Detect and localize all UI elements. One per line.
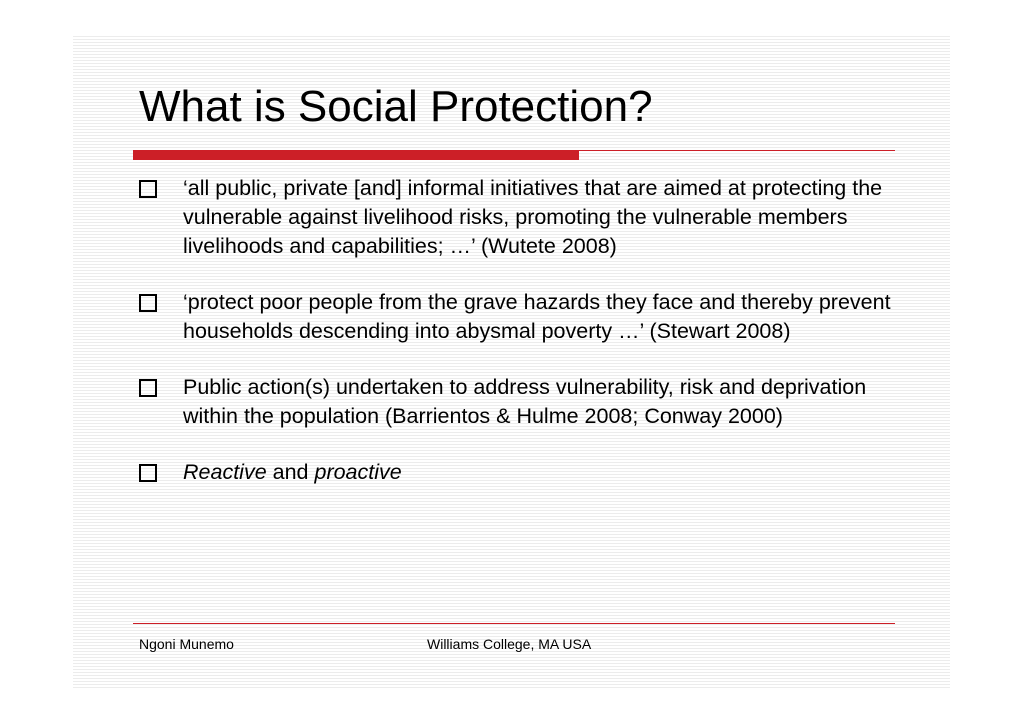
bullet-text-and: and — [266, 460, 315, 484]
square-bullet-icon — [139, 379, 157, 397]
square-bullet-icon — [139, 180, 157, 198]
footer-institution: Williams College, MA USA — [427, 636, 592, 652]
square-bullet-icon — [139, 294, 157, 312]
bullet-text: ‘protect poor people from the grave hazards they face and thereby prevent households descending into abysmal poverty …’ (Stewart 2008) — [183, 290, 891, 343]
bullet-text-italic-reactive: Reactive — [183, 460, 267, 484]
footer-author: Ngoni Munemo — [139, 636, 234, 652]
bullet-item — [139, 373, 899, 431]
bullet-item — [139, 288, 899, 346]
bullet-text-italic-proactive: proactive — [314, 460, 402, 484]
bullet-list — [139, 174, 899, 487]
bullet-text: ‘all public, private [and] informal initiatives that are aimed at protecting the vulnerable against livelihood risks, promoting the vulnerable members livelihoods and capabilities; …’ (Wutete 2008) — [183, 176, 883, 258]
footer-divider — [133, 623, 895, 624]
slide — [73, 34, 950, 690]
bullet-item — [139, 458, 899, 487]
bullet-text — [183, 458, 899, 487]
title-divider-thick — [133, 151, 579, 160]
square-bullet-icon — [139, 464, 157, 482]
bullet-item — [139, 174, 899, 261]
slide-title: What is Social Protection? — [139, 82, 653, 131]
bullet-text: Public action(s) undertaken to address vulnerability, risk and deprivation within the population (Barrientos & Hulme 2008; Conway 2000) — [183, 375, 867, 428]
